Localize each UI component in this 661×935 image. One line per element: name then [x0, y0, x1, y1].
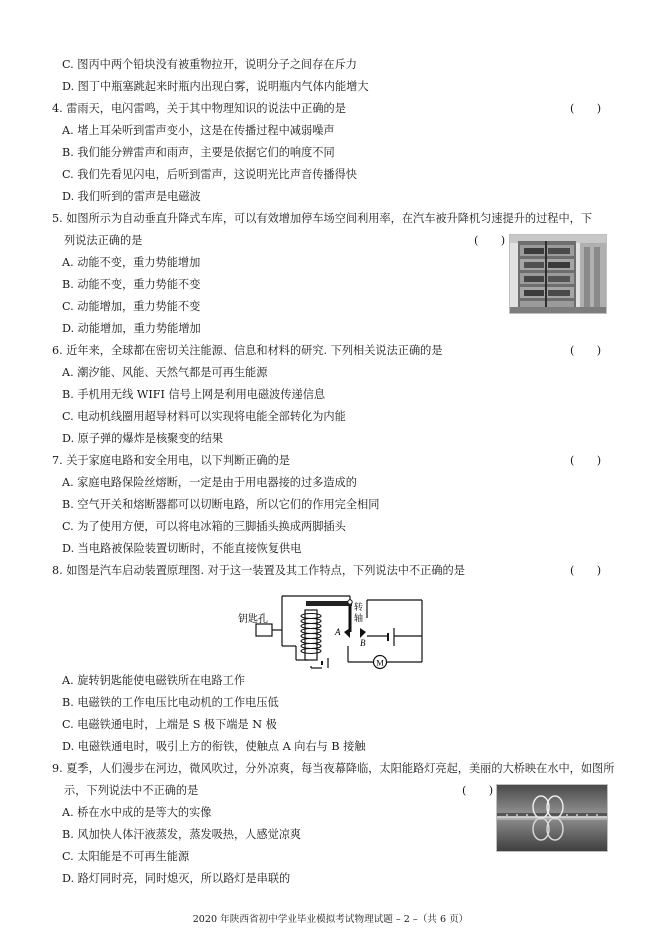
q7-answer-paren: ( ) — [570, 454, 602, 467]
q4-option-b: B. 我们能分辨雷声和雨声，主要是依据它们的响度不同 — [62, 146, 335, 159]
contact-a — [344, 628, 350, 638]
q3-option-c: C. 图丙中两个铅块没有被重物拉开，说明分子之间存在斥力 — [62, 58, 357, 71]
q9-stem-line2: 示，下列说法中不正确的是 — [64, 784, 199, 797]
parking-garage-photo — [509, 234, 607, 314]
car-starter-circuit-diagram — [236, 588, 432, 672]
contact-a-label: A — [335, 627, 341, 637]
q8-stem: 8. 如图是汽车启动装置原理图. 对于这一装置及其工作特点，下列说法中不正确的是 — [52, 564, 465, 577]
q9-stem-line1: 9. 夏季，人们漫步在河边，微风吹过，分外凉爽，每当夜幕降临，太阳能路灯亮起，美丽的大桥映在水中，如图所 — [52, 762, 615, 775]
q9-option-a: A. 桥在水中成的是等大的实像 — [62, 806, 212, 819]
motor-label: M — [376, 657, 384, 668]
iron-core — [305, 610, 317, 660]
q3-option-d: D. 图丁中瓶塞跳起来时瓶内出现白雾，说明瓶内气体内能增大 — [62, 80, 369, 93]
q4-option-d: D. 我们听到的雷声是电磁波 — [62, 190, 201, 203]
pivot-label-1: 转 — [354, 603, 364, 613]
q8-option-d: D. 电磁铁通电时，吸引上方的衔铁，使触点 A 向右与 B 接触 — [62, 740, 366, 753]
pivot — [348, 600, 352, 604]
bridge-reflection-photo — [496, 784, 608, 852]
q6-answer-paren: ( ) — [570, 344, 602, 357]
q9-option-d: D. 路灯同时亮，同时熄灭，所以路灯是串联的 — [62, 872, 291, 885]
q6-option-a: A. 潮汐能、风能、天然气都是可再生能源 — [62, 366, 268, 379]
q5-option-d: D. 动能增加，重力势能增加 — [62, 322, 201, 335]
key-hole-box — [256, 624, 272, 636]
q9-answer-paren: ( ) — [462, 784, 494, 797]
q4-option-a: A. 堵上耳朵听到雷声变小，这是在传播过程中减弱噪声 — [62, 124, 335, 137]
q6-stem: 6. 近年来，全球都在密切关注能源、信息和材料的研究. 下列相关说法正确的是 — [52, 344, 443, 357]
key-hole-label: 钥匙孔 — [238, 614, 268, 625]
q9-option-c: C. 太阳能是不可再生能源 — [62, 850, 190, 863]
q6-option-d: D. 原子弹的爆炸是核聚变的结果 — [62, 432, 224, 445]
q8-option-c: C. 电磁铁通电时，上端是 S 极下端是 N 极 — [62, 718, 277, 731]
q4-stem: 4. 雷雨天，电闪雷鸣，关于其中物理知识的说法中正确的是 — [52, 102, 346, 115]
electromagnet-coil — [301, 614, 321, 654]
q8-option-b: B. 电磁铁的工作电压比电动机的工作电压低 — [62, 696, 279, 709]
q9-option-b: B. 风加快人体汗液蒸发，蒸发吸热，人感觉凉爽 — [62, 828, 302, 841]
q7-option-c: C. 为了使用方便，可以将电冰箱的三脚插头换成两脚插头 — [62, 520, 346, 533]
q5-stem-line1: 5. 如图所示为自动垂直升降式车库，可以有效增加停车场空间利用率，在汽车被升降机匀速提升的过程中，下 — [52, 212, 593, 225]
contact-b — [360, 628, 366, 638]
q5-option-a: A. 动能不变，重力势能增加 — [62, 256, 201, 269]
q5-option-c: C. 动能增加，重力势能不变 — [62, 300, 201, 313]
q5-stem-line2: 列说法正确的是 — [64, 234, 143, 247]
q7-option-d: D. 当电路被保险装置切断时，不能直接恢复供电 — [62, 542, 302, 555]
q4-option-c: C. 我们先看见闪电，后听到雷声，这说明光比声音传播得快 — [62, 168, 357, 181]
q7-stem: 7. 关于家庭电路和安全用电，以下判断正确的是 — [52, 454, 290, 467]
q5-option-b: B. 动能不变，重力势能不变 — [62, 278, 201, 291]
q8-option-a: A. 旋转钥匙能使电磁铁所在电路工作 — [62, 674, 246, 687]
q4-answer-paren: ( ) — [570, 102, 602, 115]
q8-answer-paren: ( ) — [570, 564, 602, 577]
q5-answer-paren: ( ) — [474, 234, 506, 247]
contact-b-label: B — [360, 638, 366, 648]
page-footer: 2020 年陕西省初中学业毕业模拟考试物理试题 – 2 –（共 6 页） — [192, 914, 469, 925]
q6-option-b: B. 手机用无线 WIFI 信号上网是利用电磁波传递信息 — [62, 388, 326, 401]
pivot-label-2: 轴 — [354, 614, 364, 624]
armature-bar — [306, 601, 352, 606]
q6-option-c: C. 电动机线圈用超导材料可以实现将电能全部转化为内能 — [62, 410, 346, 423]
q7-option-b: B. 空气开关和熔断器都可以切断电路，所以它们的作用完全相同 — [62, 498, 380, 511]
q7-option-a: A. 家庭电路保险丝熔断，一定是由于用电器接的过多造成的 — [62, 476, 357, 489]
